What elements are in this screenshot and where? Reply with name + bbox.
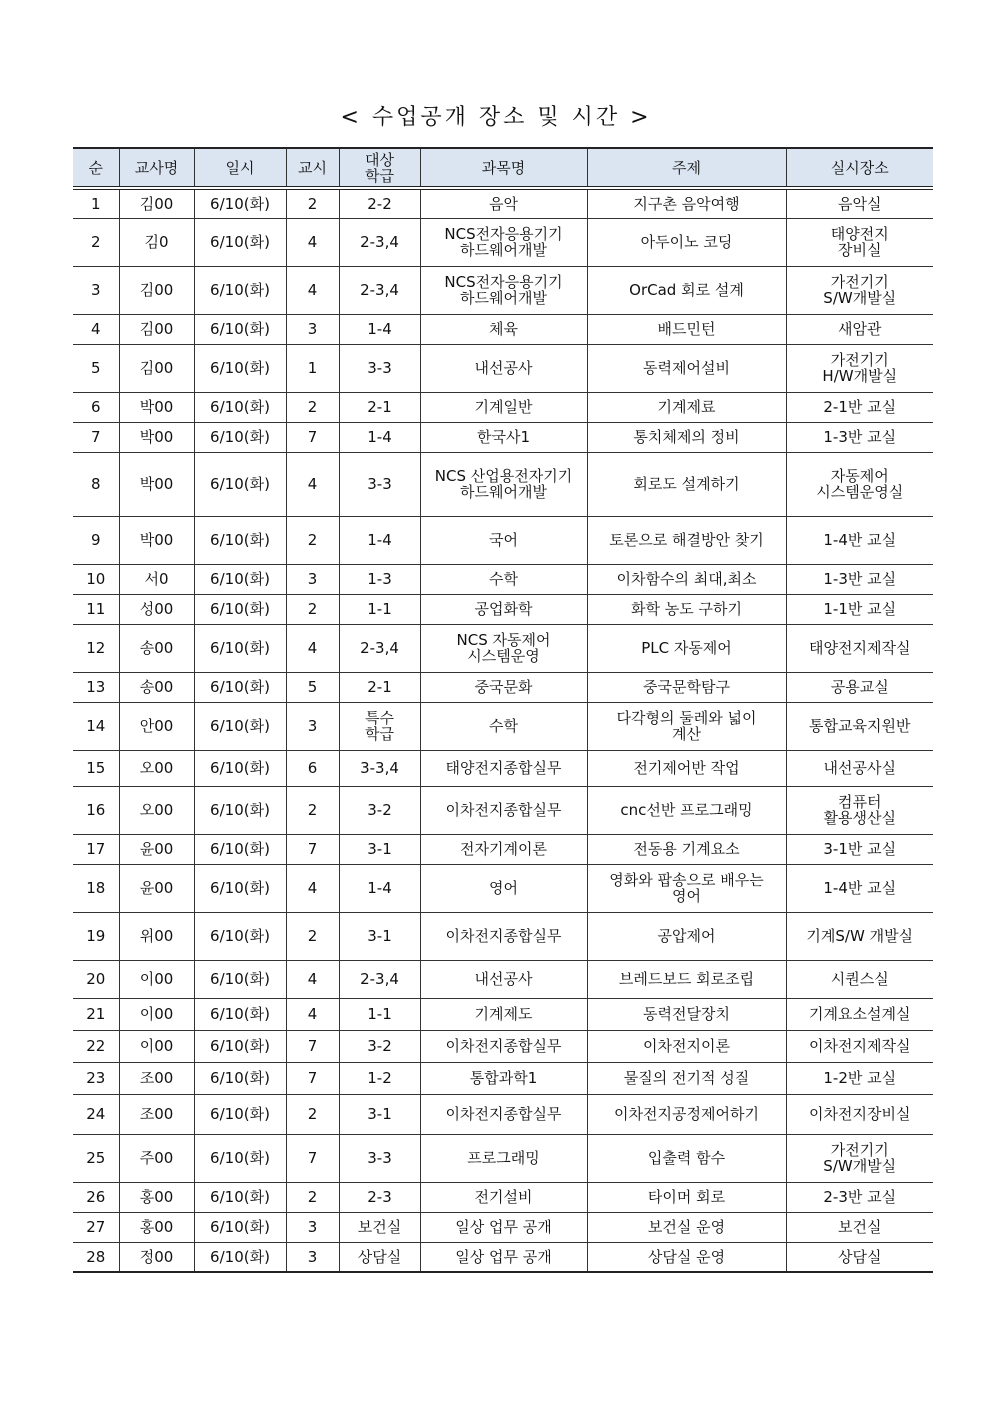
schedule-table	[73, 147, 933, 1273]
cell-date: 6/10(화)	[194, 564, 286, 594]
cell-place: 보건실	[786, 1212, 933, 1242]
cell-place: 통합교육지원반	[786, 702, 933, 750]
table-body	[73, 188, 933, 1272]
cell-date: 6/10(화)	[194, 266, 286, 314]
cell-class: 2-2	[339, 188, 420, 218]
table-row	[73, 1182, 933, 1212]
cell-class: 특수 학급	[339, 702, 420, 750]
cell-period: 4	[286, 218, 339, 266]
header-no: 순	[73, 148, 119, 188]
cell-place: 시퀀스실	[786, 960, 933, 998]
cell-period: 2	[286, 188, 339, 218]
cell-subject: 수학	[420, 564, 587, 594]
cell-no: 5	[73, 344, 119, 392]
header-row	[73, 148, 933, 188]
cell-subject: 이차전지종합실무	[420, 1094, 587, 1134]
cell-date: 6/10(화)	[194, 344, 286, 392]
cell-subject: NCS 자동제어 시스템운영	[420, 624, 587, 672]
cell-teacher: 송00	[119, 672, 194, 702]
cell-no: 7	[73, 422, 119, 452]
cell-no: 8	[73, 452, 119, 516]
header-topic: 주제	[587, 148, 786, 188]
cell-no: 14	[73, 702, 119, 750]
cell-topic: 배드민턴	[587, 314, 786, 344]
cell-no: 1	[73, 188, 119, 218]
cell-place: 1-1반 교실	[786, 594, 933, 624]
table-row	[73, 564, 933, 594]
cell-subject: NCS전자응용기기 하드웨어개발	[420, 218, 587, 266]
cell-topic: 이차전지이론	[587, 1030, 786, 1062]
cell-no: 22	[73, 1030, 119, 1062]
table-row	[73, 1094, 933, 1134]
cell-period: 4	[286, 864, 339, 912]
cell-topic: 동력제어설비	[587, 344, 786, 392]
cell-place: 1-2반 교실	[786, 1062, 933, 1094]
cell-date: 6/10(화)	[194, 624, 286, 672]
cell-date: 6/10(화)	[194, 672, 286, 702]
cell-class: 1-4	[339, 314, 420, 344]
cell-class: 1-4	[339, 422, 420, 452]
cell-topic: 브레드보드 회로조립	[587, 960, 786, 998]
cell-no: 26	[73, 1182, 119, 1212]
table-row	[73, 516, 933, 564]
cell-topic: 통치체제의 정비	[587, 422, 786, 452]
cell-class: 2-1	[339, 392, 420, 422]
cell-period: 7	[286, 834, 339, 864]
cell-period: 3	[286, 1212, 339, 1242]
cell-place: 2-1반 교실	[786, 392, 933, 422]
table-row	[73, 702, 933, 750]
cell-period: 2	[286, 1094, 339, 1134]
cell-topic: 회로도 설계하기	[587, 452, 786, 516]
cell-date: 6/10(화)	[194, 1030, 286, 1062]
cell-period: 1	[286, 344, 339, 392]
cell-no: 2	[73, 218, 119, 266]
cell-topic: 물질의 전기적 성질	[587, 1062, 786, 1094]
cell-teacher: 이00	[119, 998, 194, 1030]
cell-topic: 아두이노 코딩	[587, 218, 786, 266]
cell-topic: 전동용 기계요소	[587, 834, 786, 864]
cell-period: 2	[286, 786, 339, 834]
cell-no: 3	[73, 266, 119, 314]
cell-subject: 음악	[420, 188, 587, 218]
table-row	[73, 624, 933, 672]
cell-subject: 한국사1	[420, 422, 587, 452]
cell-no: 18	[73, 864, 119, 912]
cell-topic: 지구촌 음악여행	[587, 188, 786, 218]
cell-topic: 이차전지공정제어하기	[587, 1094, 786, 1134]
cell-no: 23	[73, 1062, 119, 1094]
cell-date: 6/10(화)	[194, 1212, 286, 1242]
cell-place: 태양전지 장비실	[786, 218, 933, 266]
document-title: < 수업공개 장소 및 시간 >	[340, 105, 652, 130]
cell-topic: 전기제어반 작업	[587, 750, 786, 786]
cell-place: 컴퓨터 활용생산실	[786, 786, 933, 834]
header-teacher: 교사명	[119, 148, 194, 188]
cell-no: 12	[73, 624, 119, 672]
header-place: 실시장소	[786, 148, 933, 188]
cell-no: 15	[73, 750, 119, 786]
cell-no: 17	[73, 834, 119, 864]
cell-date: 6/10(화)	[194, 1242, 286, 1272]
table-row	[73, 392, 933, 422]
cell-topic: PLC 자동제어	[587, 624, 786, 672]
cell-period: 2	[286, 594, 339, 624]
cell-topic: 공압제어	[587, 912, 786, 960]
table-row	[73, 1242, 933, 1272]
cell-no: 24	[73, 1094, 119, 1134]
cell-teacher: 성00	[119, 594, 194, 624]
cell-date: 6/10(화)	[194, 1134, 286, 1182]
cell-class: 1-2	[339, 1062, 420, 1094]
cell-no: 21	[73, 998, 119, 1030]
cell-subject: 전자기계이론	[420, 834, 587, 864]
cell-teacher: 위00	[119, 912, 194, 960]
cell-class: 2-3,4	[339, 960, 420, 998]
cell-class: 2-3,4	[339, 266, 420, 314]
cell-subject: 기계일반	[420, 392, 587, 422]
cell-subject: 공업화학	[420, 594, 587, 624]
cell-teacher: 안00	[119, 702, 194, 750]
cell-class: 보건실	[339, 1212, 420, 1242]
cell-period: 2	[286, 392, 339, 422]
cell-subject: 국어	[420, 516, 587, 564]
cell-topic: cnc선반 프로그래밍	[587, 786, 786, 834]
cell-teacher: 이00	[119, 1030, 194, 1062]
cell-topic: 상담실 운영	[587, 1242, 786, 1272]
cell-date: 6/10(화)	[194, 314, 286, 344]
cell-subject: 이차전지종합실무	[420, 786, 587, 834]
cell-period: 2	[286, 912, 339, 960]
header-period: 교시	[286, 148, 339, 188]
table-header	[73, 148, 933, 188]
cell-class: 1-1	[339, 998, 420, 1030]
cell-topic: 기계제료	[587, 392, 786, 422]
cell-subject: 내선공사	[420, 344, 587, 392]
cell-place: 기계S/W 개발실	[786, 912, 933, 960]
cell-topic: 이차함수의 최대,최소	[587, 564, 786, 594]
cell-place: 이차전지장비실	[786, 1094, 933, 1134]
cell-date: 6/10(화)	[194, 218, 286, 266]
table-row	[73, 1212, 933, 1242]
cell-subject: 이차전지종합실무	[420, 1030, 587, 1062]
cell-class: 3-1	[339, 1094, 420, 1134]
cell-no: 13	[73, 672, 119, 702]
table-row	[73, 864, 933, 912]
table-row	[73, 1134, 933, 1182]
table-row	[73, 1062, 933, 1094]
cell-subject: 기계제도	[420, 998, 587, 1030]
cell-class: 상담실	[339, 1242, 420, 1272]
cell-subject: 전기설비	[420, 1182, 587, 1212]
cell-period: 3	[286, 314, 339, 344]
cell-subject: 통합과학1	[420, 1062, 587, 1094]
cell-class: 3-1	[339, 834, 420, 864]
cell-topic: OrCad 회로 설계	[587, 266, 786, 314]
cell-place: 이차전지제작실	[786, 1030, 933, 1062]
cell-place: 기계요소설계실	[786, 998, 933, 1030]
cell-teacher: 박00	[119, 452, 194, 516]
cell-teacher: 홍00	[119, 1212, 194, 1242]
cell-topic: 보건실 운영	[587, 1212, 786, 1242]
table-row	[73, 834, 933, 864]
cell-place: 가전기기 S/W개발실	[786, 1134, 933, 1182]
cell-place: 자동제어 시스템운영실	[786, 452, 933, 516]
cell-subject: 내선공사	[420, 960, 587, 998]
cell-period: 4	[286, 960, 339, 998]
cell-place: 새암관	[786, 314, 933, 344]
cell-teacher: 윤00	[119, 864, 194, 912]
header-subject: 과목명	[420, 148, 587, 188]
cell-teacher: 조00	[119, 1094, 194, 1134]
cell-date: 6/10(화)	[194, 1094, 286, 1134]
cell-subject: 중국문화	[420, 672, 587, 702]
cell-class: 3-3	[339, 344, 420, 392]
cell-date: 6/10(화)	[194, 912, 286, 960]
cell-class: 1-4	[339, 516, 420, 564]
cell-topic: 입출력 함수	[587, 1134, 786, 1182]
cell-topic: 동력전달장치	[587, 998, 786, 1030]
cell-date: 6/10(화)	[194, 422, 286, 452]
cell-place: 1-4반 교실	[786, 864, 933, 912]
cell-place: 2-3반 교실	[786, 1182, 933, 1212]
cell-teacher: 김00	[119, 266, 194, 314]
cell-date: 6/10(화)	[194, 750, 286, 786]
cell-place: 3-1반 교실	[786, 834, 933, 864]
table-row	[73, 314, 933, 344]
cell-no: 27	[73, 1212, 119, 1242]
cell-class: 3-1	[339, 912, 420, 960]
cell-class: 3-2	[339, 786, 420, 834]
table-row	[73, 960, 933, 998]
cell-subject: 이차전지종합실무	[420, 912, 587, 960]
table-row	[73, 786, 933, 834]
cell-teacher: 김00	[119, 344, 194, 392]
cell-date: 6/10(화)	[194, 834, 286, 864]
cell-date: 6/10(화)	[194, 702, 286, 750]
cell-topic: 토론으로 해결방안 찾기	[587, 516, 786, 564]
cell-no: 6	[73, 392, 119, 422]
cell-period: 3	[286, 702, 339, 750]
cell-date: 6/10(화)	[194, 960, 286, 998]
cell-date: 6/10(화)	[194, 392, 286, 422]
cell-date: 6/10(화)	[194, 516, 286, 564]
cell-subject: 태양전지종합실무	[420, 750, 587, 786]
cell-teacher: 김00	[119, 188, 194, 218]
cell-place: 1-3반 교실	[786, 564, 933, 594]
cell-period: 2	[286, 516, 339, 564]
cell-no: 11	[73, 594, 119, 624]
header-class: 대상 학급	[339, 148, 420, 188]
cell-class: 1-3	[339, 564, 420, 594]
cell-place: 가전기기 H/W개발실	[786, 344, 933, 392]
cell-date: 6/10(화)	[194, 1062, 286, 1094]
cell-class: 3-2	[339, 1030, 420, 1062]
cell-place: 내선공사실	[786, 750, 933, 786]
table-row	[73, 912, 933, 960]
cell-subject: 일상 업무 공개	[420, 1212, 587, 1242]
cell-topic: 타이머 회로	[587, 1182, 786, 1212]
cell-class: 2-3,4	[339, 218, 420, 266]
cell-no: 20	[73, 960, 119, 998]
cell-class: 3-3,4	[339, 750, 420, 786]
cell-period: 7	[286, 1030, 339, 1062]
cell-subject: NCS전자응용기기 하드웨어개발	[420, 266, 587, 314]
cell-topic: 화학 농도 구하기	[587, 594, 786, 624]
cell-period: 4	[286, 998, 339, 1030]
cell-period: 7	[286, 1134, 339, 1182]
cell-no: 28	[73, 1242, 119, 1272]
cell-date: 6/10(화)	[194, 1182, 286, 1212]
cell-class: 3-3	[339, 452, 420, 516]
cell-period: 7	[286, 422, 339, 452]
cell-period: 2	[286, 1182, 339, 1212]
cell-class: 1-1	[339, 594, 420, 624]
cell-place: 태양전지제작실	[786, 624, 933, 672]
cell-class: 2-1	[339, 672, 420, 702]
cell-teacher: 이00	[119, 960, 194, 998]
cell-period: 3	[286, 1242, 339, 1272]
cell-subject: 영어	[420, 864, 587, 912]
cell-date: 6/10(화)	[194, 786, 286, 834]
cell-teacher: 박00	[119, 422, 194, 452]
cell-no: 16	[73, 786, 119, 834]
cell-period: 4	[286, 624, 339, 672]
cell-teacher: 박00	[119, 516, 194, 564]
cell-topic: 다각형의 둘레와 넓이 계산	[587, 702, 786, 750]
cell-teacher: 서0	[119, 564, 194, 594]
cell-subject: 수학	[420, 702, 587, 750]
cell-subject: 프로그래밍	[420, 1134, 587, 1182]
cell-class: 3-3	[339, 1134, 420, 1182]
cell-date: 6/10(화)	[194, 188, 286, 218]
cell-no: 10	[73, 564, 119, 594]
cell-no: 19	[73, 912, 119, 960]
table-row	[73, 750, 933, 786]
cell-date: 6/10(화)	[194, 864, 286, 912]
cell-teacher: 오00	[119, 786, 194, 834]
cell-subject: NCS 산업용전자기기 하드웨어개발	[420, 452, 587, 516]
cell-teacher: 홍00	[119, 1182, 194, 1212]
cell-date: 6/10(화)	[194, 998, 286, 1030]
cell-place: 공용교실	[786, 672, 933, 702]
cell-teacher: 주00	[119, 1134, 194, 1182]
cell-subject: 일상 업무 공개	[420, 1242, 587, 1272]
cell-period: 4	[286, 266, 339, 314]
cell-date: 6/10(화)	[194, 452, 286, 516]
cell-teacher: 송00	[119, 624, 194, 672]
cell-topic: 영화와 팝송으로 배우는 영어	[587, 864, 786, 912]
cell-period: 7	[286, 1062, 339, 1094]
table-row	[73, 266, 933, 314]
table-row	[73, 594, 933, 624]
table-row	[73, 218, 933, 266]
cell-teacher: 오00	[119, 750, 194, 786]
cell-no: 4	[73, 314, 119, 344]
cell-teacher: 김0	[119, 218, 194, 266]
cell-place: 1-4반 교실	[786, 516, 933, 564]
cell-class: 2-3,4	[339, 624, 420, 672]
cell-no: 9	[73, 516, 119, 564]
cell-teacher: 정00	[119, 1242, 194, 1272]
cell-teacher: 조00	[119, 1062, 194, 1094]
table-row	[73, 998, 933, 1030]
cell-class: 2-3	[339, 1182, 420, 1212]
table-row	[73, 344, 933, 392]
cell-period: 4	[286, 452, 339, 516]
cell-place: 1-3반 교실	[786, 422, 933, 452]
cell-period: 5	[286, 672, 339, 702]
header-date: 일시	[194, 148, 286, 188]
cell-period: 3	[286, 564, 339, 594]
table-row	[73, 672, 933, 702]
cell-teacher: 윤00	[119, 834, 194, 864]
cell-place: 상담실	[786, 1242, 933, 1272]
cell-class: 1-4	[339, 864, 420, 912]
cell-teacher: 김00	[119, 314, 194, 344]
cell-topic: 중국문학탐구	[587, 672, 786, 702]
cell-subject: 체육	[420, 314, 587, 344]
table-row	[73, 452, 933, 516]
cell-period: 6	[286, 750, 339, 786]
cell-place: 음악실	[786, 188, 933, 218]
cell-teacher: 박00	[119, 392, 194, 422]
cell-date: 6/10(화)	[194, 594, 286, 624]
cell-no: 25	[73, 1134, 119, 1182]
cell-place: 가전기기 S/W개발실	[786, 266, 933, 314]
table-row	[73, 1030, 933, 1062]
table-row	[73, 422, 933, 452]
table-row	[73, 188, 933, 218]
